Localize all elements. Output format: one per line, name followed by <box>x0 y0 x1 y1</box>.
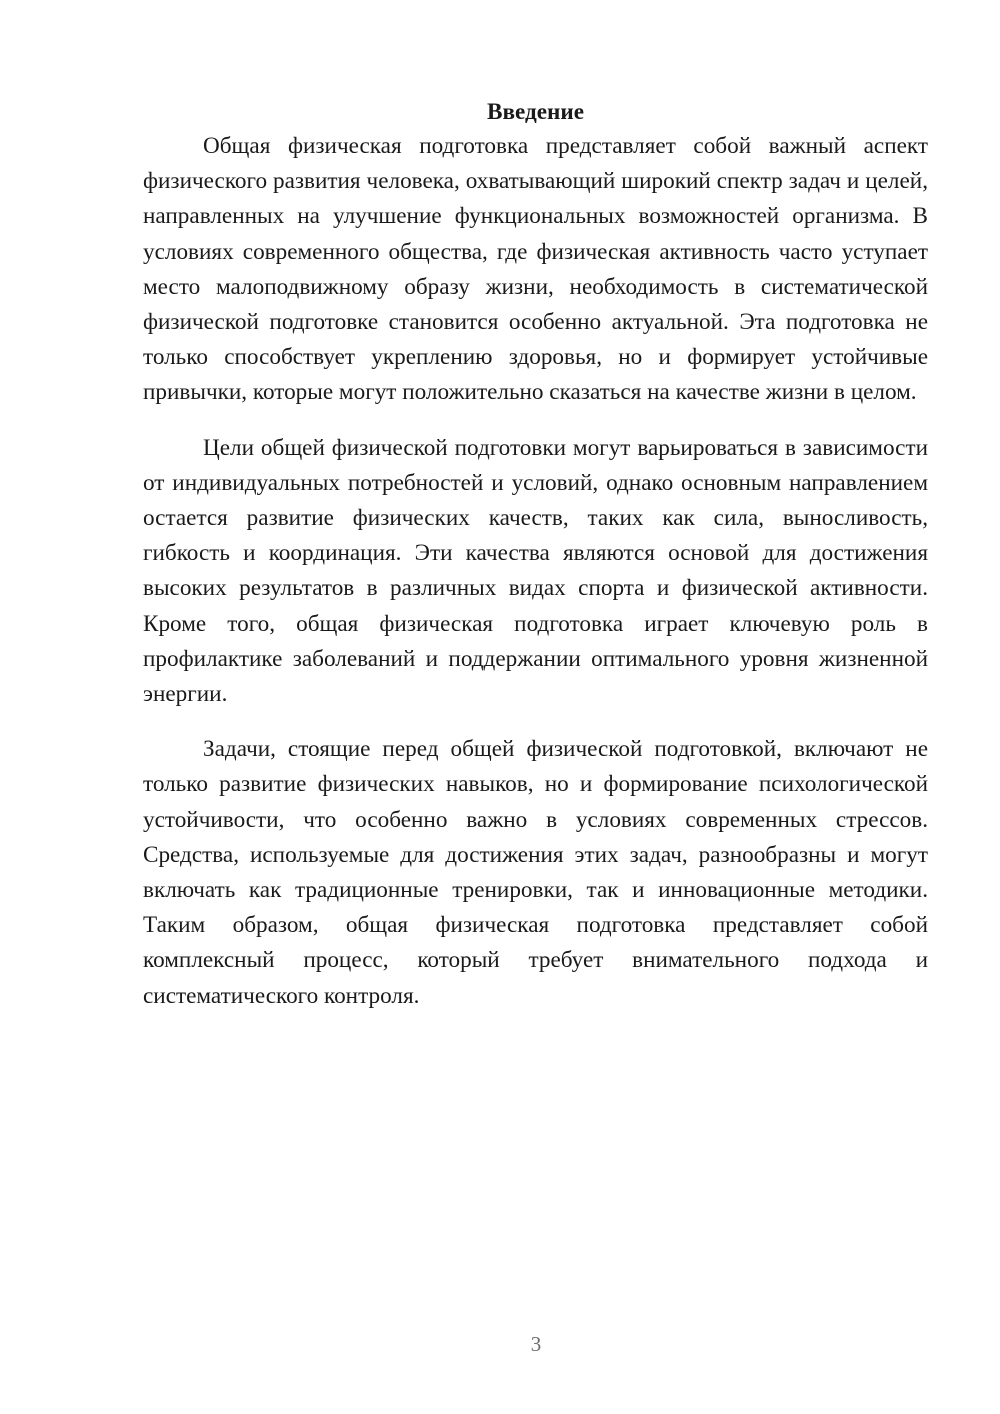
page-number: 3 <box>530 1332 542 1356</box>
paragraph-1: Общая физическая подготовка представляет собой важный аспект физического развития человека, охватывающий широкий спектр задач и целей, направленных на улучшение функциональных возможностей организма. В условиях современного общества, где физическая активность часто уступает место малоподвижному образу жизни, необходимость в систематической физической подготовке становится особенно актуальной. Эта подготовка не только способствует укреплению здоровья, но и формирует устойчивые привычки, которые могут положительно сказаться на качестве жизни в целом. <box>143 133 928 406</box>
page-content <box>143 95 928 1014</box>
paragraph-spacer <box>143 712 928 732</box>
paragraph-spacer <box>143 411 928 431</box>
paragraph-2: Цели общей физической подготовки могут варьироваться в зависимости от индивидуальных потребностей и условий, однако основным направлением остается развитие физических качеств, таких как сила, выносливость, гибкость и координация. Эти качества являются основой для достижения высоких результатов в различных видах спорта и физической активности. Кроме того, общая физическая подготовка играет ключевую роль в профилактике заболеваний и поддержании оптимального уровня жизненной энергии. <box>143 434 928 708</box>
section-title: Введение <box>486 99 584 125</box>
paragraph-3: Задачи, стоящие перед общей физической подготовкой, включают не только развитие физических навыков, но и формирование психологической устойчивости, что особенно важно в условиях современных стрессов. Средства, используемые для достижения этих задач, разнообразны и могут включать как традиционные тренировки, так и инновационные методики. Таким образом, общая физическая подготовка представляет собой комплексный процесс, который требует внимательного подхода и систематического контроля. <box>143 736 928 1009</box>
